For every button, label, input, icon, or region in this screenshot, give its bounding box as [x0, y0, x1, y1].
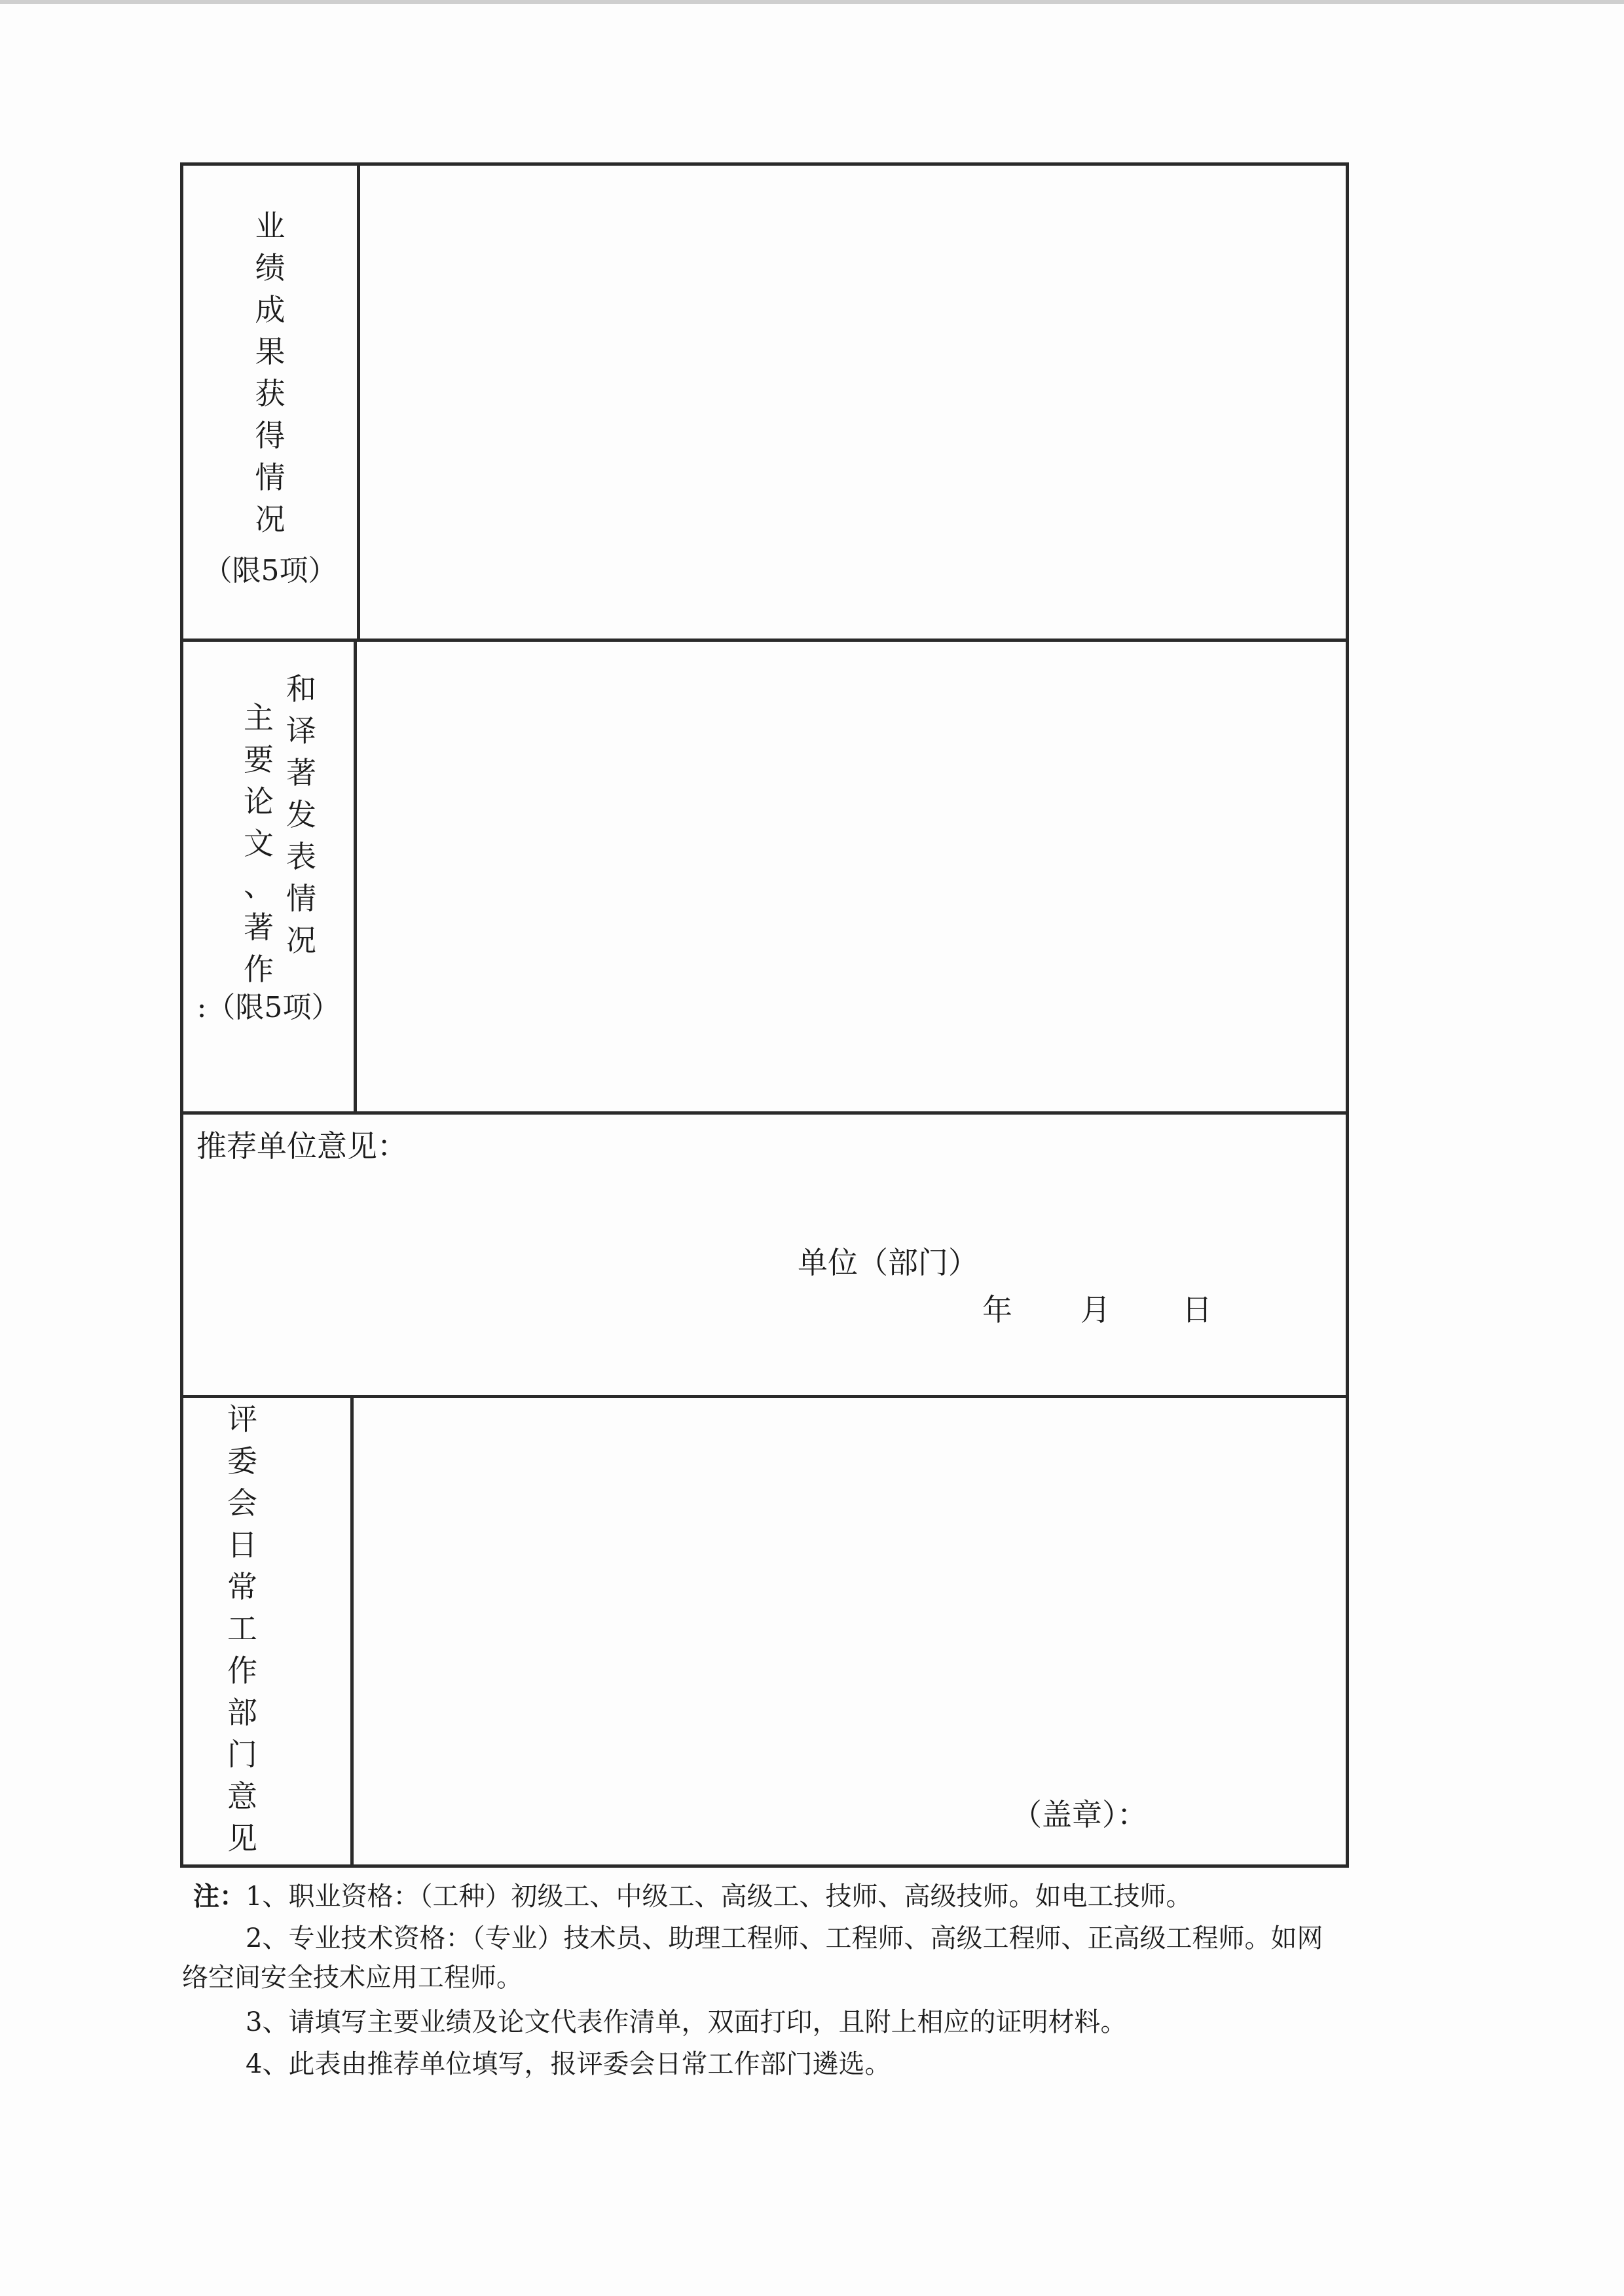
publications-label-char: 主: [244, 700, 274, 735]
recommend-month: 月: [1080, 1292, 1111, 1327]
publications-label-char: 论: [244, 784, 274, 819]
committee-label-char: 意: [227, 1779, 257, 1814]
achievements-label-cell: [183, 166, 360, 639]
committee-label-char: 评: [227, 1401, 257, 1437]
achievements-row: [183, 166, 1346, 642]
achievements-label: [183, 205, 357, 540]
achievements-label-char: 绩: [255, 250, 286, 286]
achievements-label-char: 果: [255, 334, 286, 369]
achievements-label-char: 情: [255, 460, 286, 495]
committee-label-char: 作: [227, 1653, 257, 1688]
achievements-label-char: 得: [255, 418, 286, 453]
publications-label-char: 发: [286, 797, 316, 832]
recommend-title: 推荐单位意见：: [196, 1128, 407, 1164]
publications-label-cell: [183, 642, 357, 1111]
note-prefix: 注：: [193, 1881, 246, 1912]
publications-label-char: 况: [286, 923, 316, 958]
publications-label-char: 、: [244, 868, 274, 903]
committee-label-char: 工: [227, 1611, 257, 1646]
committee-input-area[interactable]: [354, 1398, 1346, 1864]
committee-label-char: 会: [227, 1485, 257, 1521]
publications-label-char: 和: [286, 671, 316, 707]
note-4: 4、此表由推荐单位填写，报评委会日常工作部门遴选。: [246, 2049, 891, 2079]
achievements-limit: （限5项）: [203, 554, 337, 587]
publications-label-char: 著: [286, 755, 316, 790]
achievements-label-char: 况: [255, 502, 286, 537]
achievements-input-area[interactable]: [360, 166, 1346, 639]
committee-label-char: 委: [227, 1443, 257, 1479]
committee-label-cell: [183, 1398, 354, 1864]
application-form-table: [180, 162, 1349, 1868]
recommend-day: 日: [1182, 1292, 1212, 1327]
note-1: 注：1、职业资格：（工种）初级工、中级工、高级工、技师、高级技师。如电工技师。: [193, 1881, 1192, 1912]
publications-label-char: 要: [244, 742, 274, 777]
committee-label-char: 门: [227, 1737, 257, 1772]
publications-label-char: 作: [244, 952, 274, 987]
committee-label-char: 部: [227, 1695, 257, 1730]
publications-label-char: 译: [286, 713, 316, 749]
scan-edge: [0, 0, 1624, 4]
publications-label-char: 文: [244, 826, 274, 861]
publications-label-col-1: [236, 697, 282, 990]
committee-label: [183, 1398, 301, 1859]
publications-row: [183, 642, 1346, 1115]
publications-label-char: 著: [244, 910, 274, 945]
recommend-row: [183, 1115, 1346, 1398]
committee-seal: （盖章）：: [1012, 1797, 1147, 1832]
recommend-year: 年: [982, 1292, 1012, 1327]
publications-limit: :（限5项）: [196, 991, 341, 1024]
committee-label-char: 日: [227, 1527, 257, 1563]
committee-label-char: 常: [227, 1569, 257, 1604]
publications-input-area[interactable]: [357, 642, 1346, 1111]
note-3: 3、请填写主要业绩及论文代表作清单，双面打印，且附上相应的证明材料。: [246, 2007, 1127, 2037]
publications-label-col-2: [278, 668, 324, 961]
note-2: 2、专业技术资格：（专业）技术员、助理工程师、工程师、高级工程师、正高级工程师。如网: [246, 1923, 1323, 1953]
recommend-input-area[interactable]: [183, 1167, 1346, 1395]
committee-label-char: 见: [227, 1821, 257, 1856]
achievements-label-char: 业: [255, 208, 286, 244]
note-2-continued: 络空间安全技术应用工程师。: [182, 1963, 523, 1993]
committee-row: [183, 1398, 1346, 1864]
recommend-unit: 单位（部门）: [798, 1245, 978, 1280]
achievements-label-char: 成: [255, 292, 286, 327]
publications-label-char: 表: [286, 839, 316, 874]
publications-label-char: 情: [286, 881, 316, 916]
achievements-label-char: 获: [255, 376, 286, 411]
